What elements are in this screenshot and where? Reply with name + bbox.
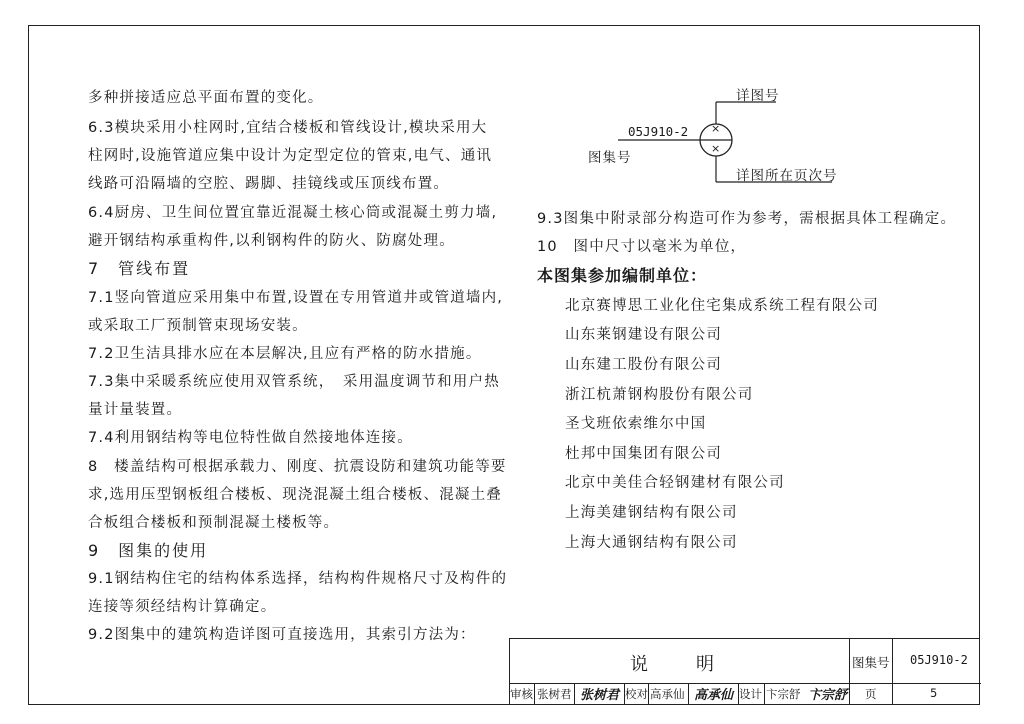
design-signature: 卞宗舒	[808, 688, 848, 703]
text-line: 7.3集中采暖系统应使用双管系统， 采用温度调节和用户热	[88, 374, 500, 390]
review-signature: 张树君	[580, 688, 620, 703]
text-line: 9.3图集中附录部分构造可作为参考，需根据具体工程确定。	[537, 211, 957, 227]
text-line: 6.4厨房、卫生间位置宜靠近混凝土核心筒或混凝土剪力墙,	[88, 205, 498, 221]
unit-item: 上海大通钢结构有限公司	[565, 535, 738, 551]
cross-mark-icon: ×	[711, 142, 721, 155]
drawing-title: 说 明	[630, 654, 718, 675]
text-line: 6.3模块采用小柱网时,宜结合楼板和管线设计,模块采用大	[88, 120, 488, 136]
text-line: 量计量装置。	[88, 402, 183, 418]
text-line: 8 楼盖结构可根据承载力、刚度、抗震设防和建筑功能等要	[88, 459, 507, 475]
design-name: 卞宗舒	[766, 687, 801, 701]
design-label: 设计	[739, 687, 762, 701]
unit-item: 北京赛博思工业化住宅集成系统工程有限公司	[565, 298, 879, 314]
unit-item: 浙江杭萧钢构股份有限公司	[565, 387, 754, 403]
text-line: 9.2图集中的建筑构造详图可直接选用，其索引方法为：	[88, 627, 476, 643]
title-block-divider	[764, 683, 765, 705]
atlas-no-label: 图集号	[588, 150, 632, 166]
unit-item: 北京中美佳合轻钢建材有限公司	[565, 475, 785, 491]
text-line: 7.1竖向管道应采用集中布置,设置在专用管道井或管道墙内,	[88, 290, 504, 306]
units-heading: 本图集参加编制单位：	[537, 266, 708, 285]
text-line: 多种拼接适应总平面布置的变化。	[88, 90, 324, 106]
index-symbol-diagram	[570, 82, 870, 192]
text-line: 求,选用压型钢板组合楼板、现浇混凝土组合楼板、混凝土叠	[88, 487, 503, 503]
text-line: 合板组合楼板和预制混凝土楼板等。	[88, 515, 340, 531]
text-line: 连接等须经结构计算确定。	[88, 599, 277, 615]
text-line: 柱网时,设施管道应集中设计为定型定位的管束,电气、通讯	[88, 148, 493, 164]
text-line: 避开钢结构承重构件,以利钢构件的防火、防腐处理。	[88, 233, 455, 249]
section-heading: 9 图集的使用	[88, 541, 209, 560]
atlas-code-label: 05J910-2	[628, 124, 689, 139]
text-line: 9.1钢结构住宅的结构体系选择，结构构件规格尺寸及构件的	[88, 571, 508, 587]
unit-item: 杜邦中国集团有限公司	[565, 446, 722, 462]
check-signature: 高承仙	[694, 688, 734, 703]
detail-no-label: 详图号	[736, 88, 780, 104]
page-label: 页	[865, 687, 877, 701]
text-line: 或采取工厂预制管束现场安装。	[88, 318, 308, 334]
atlas-value: 05J910-2	[910, 653, 968, 667]
text-line: 7.4利用钢结构等电位特性做自然接地体连接。	[88, 430, 413, 446]
title-block-divider	[534, 683, 535, 705]
unit-item: 山东建工股份有限公司	[565, 357, 722, 373]
title-block-divider	[688, 683, 689, 705]
check-name: 高承仙	[650, 687, 685, 701]
title-block-divider	[648, 683, 649, 705]
text-line: 10 图中尺寸以毫米为单位，	[537, 239, 747, 255]
page-no-label: 详图所在页次号	[736, 168, 838, 184]
title-block-divider	[849, 639, 850, 705]
review-name: 张树君	[537, 687, 572, 701]
unit-item: 上海美建钢结构有限公司	[565, 505, 738, 521]
section-heading: 7 管线布置	[88, 259, 191, 278]
text-line: 7.2卫生洁具排水应在本层解决,且应有严格的防水措施。	[88, 346, 482, 362]
check-label: 校对	[625, 687, 648, 701]
title-block-divider	[574, 683, 575, 705]
unit-item: 圣戈班依索维尔中国	[565, 416, 707, 432]
cross-mark-icon: ×	[711, 122, 721, 135]
text-line: 线路可沿隔墙的空腔、踢脚、挂镜线或压顶线布置。	[88, 176, 450, 192]
atlas-label: 图集号	[852, 655, 890, 670]
title-block	[509, 638, 980, 705]
unit-item: 山东莱钢建设有限公司	[565, 327, 722, 343]
review-label: 审核	[510, 687, 533, 701]
title-block-divider	[892, 639, 893, 705]
page-value: 5	[930, 686, 938, 700]
